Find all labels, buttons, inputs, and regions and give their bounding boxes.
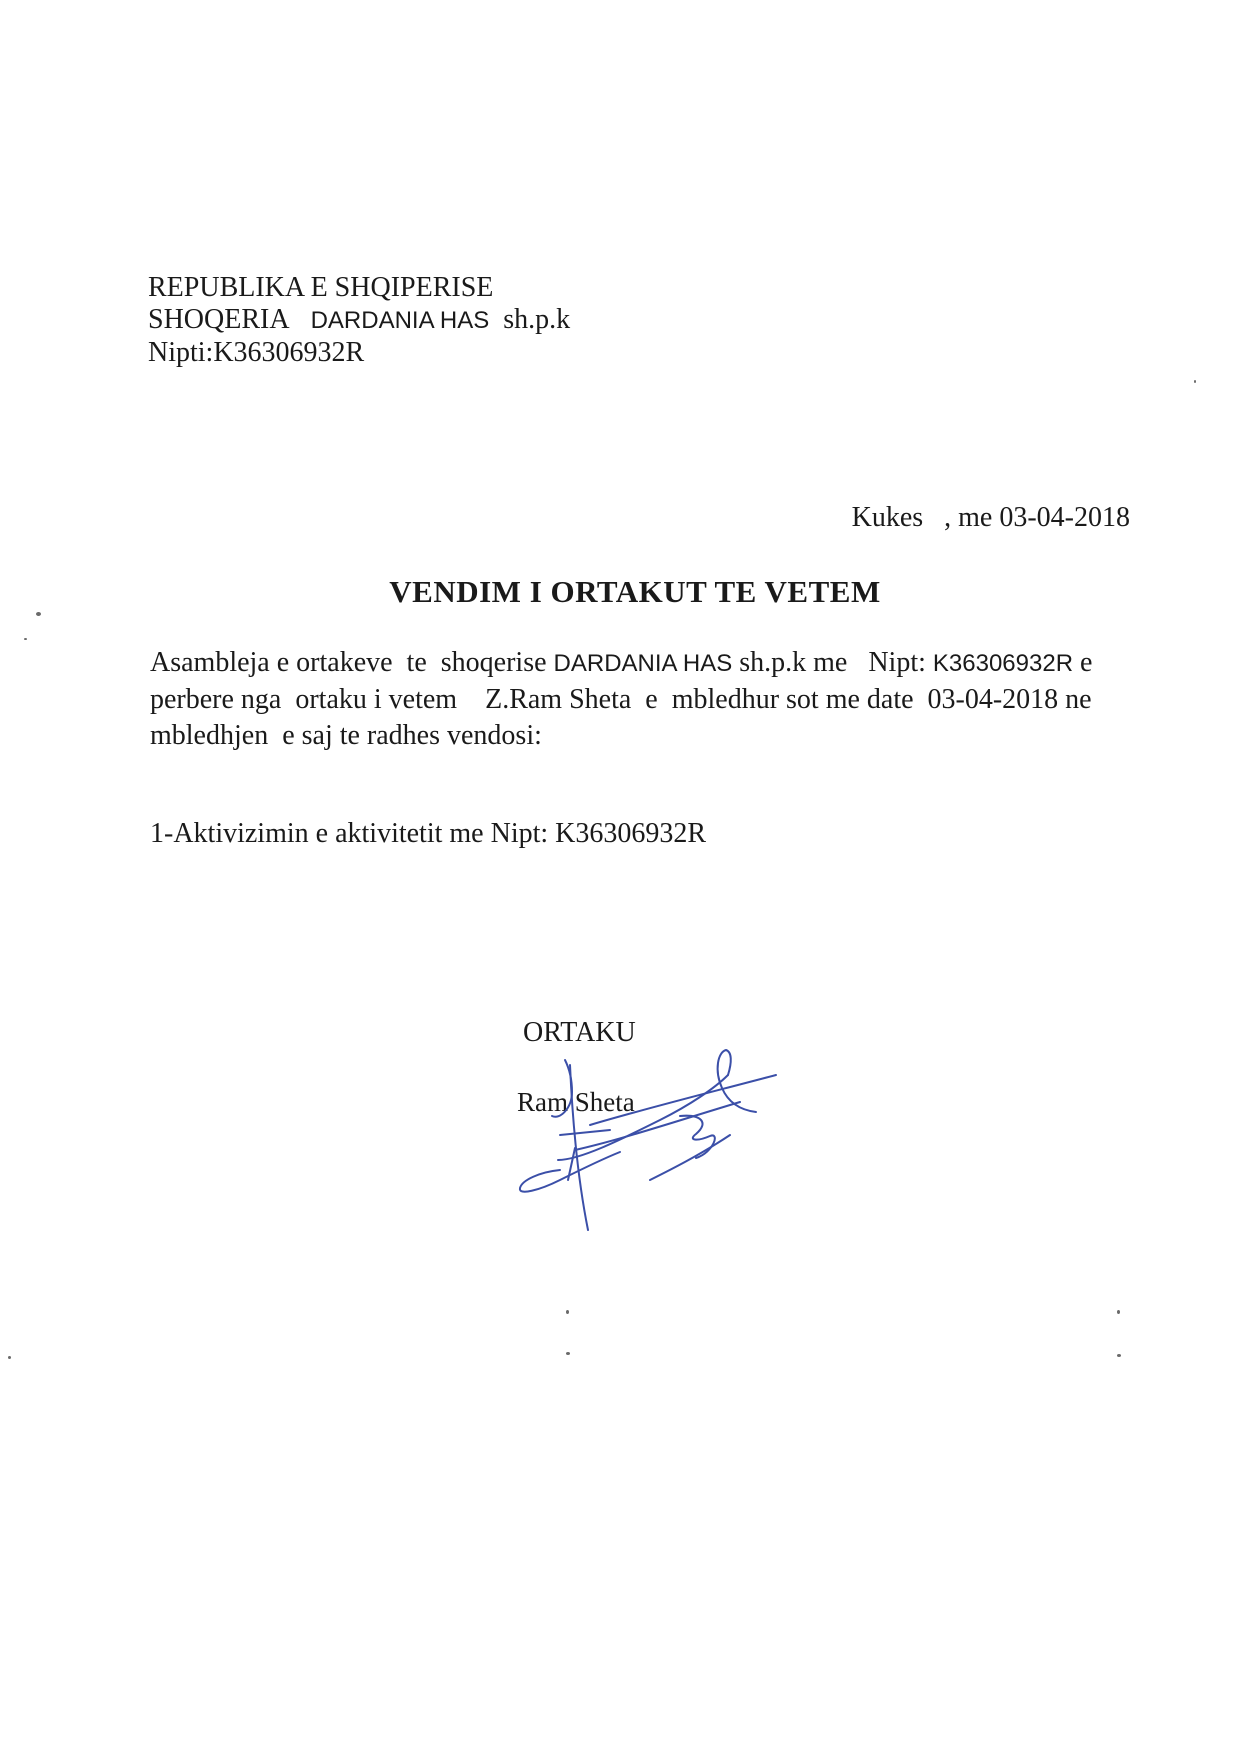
body-line-3: mbledhjen e saj te radhes vendosi: <box>150 720 542 751</box>
handwritten-signature <box>500 1030 800 1240</box>
body-line-1-c: e <box>1073 647 1093 678</box>
scan-speck <box>1194 380 1196 383</box>
body-line-2: perbere nga ortaku i vetem Z.Ram Sheta e mbledhur sot me date 03-04-2018 ne <box>150 684 1092 715</box>
scan-speck <box>1117 1354 1121 1357</box>
scan-speck <box>566 1352 570 1355</box>
document-title: VENDIM I ORTAKUT TE VETEM <box>389 574 881 609</box>
signature-name: Ram Sheta <box>517 1087 635 1117</box>
nipt-line: Nipti:K36306932R <box>148 337 365 368</box>
company-prefix: SHOQERIA <box>148 304 290 335</box>
document-header <box>148 272 570 369</box>
scan-speck <box>1117 1310 1120 1314</box>
body-line-1-a: Asambleja e ortakeve te shoqerise <box>150 647 554 678</box>
place-date: Kukes , me 03-04-2018 <box>851 502 1130 533</box>
body-nipt: K36306932R <box>932 650 1074 677</box>
scan-speck <box>24 638 27 640</box>
company-line <box>148 304 570 337</box>
company-suffix: sh.p.k <box>503 304 571 335</box>
scan-speck <box>8 1356 11 1359</box>
body-line-1 <box>150 645 1140 682</box>
body-paragraph <box>150 645 1140 754</box>
body-line-1-b: sh.p.k me Nipt: <box>732 647 933 678</box>
body-company-name: DARDANIA HAS <box>553 650 733 677</box>
decision-item: 1-Aktivizimin e aktivitetit me Nipt: K36306932R <box>150 818 707 849</box>
scan-speck <box>36 612 41 616</box>
signature-role: ORTAKU <box>523 1017 636 1048</box>
company-name: DARDANIA HAS <box>310 307 490 334</box>
republic-line: REPUBLIKA E SHQIPERISE <box>148 272 494 303</box>
scan-speck <box>566 1310 569 1314</box>
